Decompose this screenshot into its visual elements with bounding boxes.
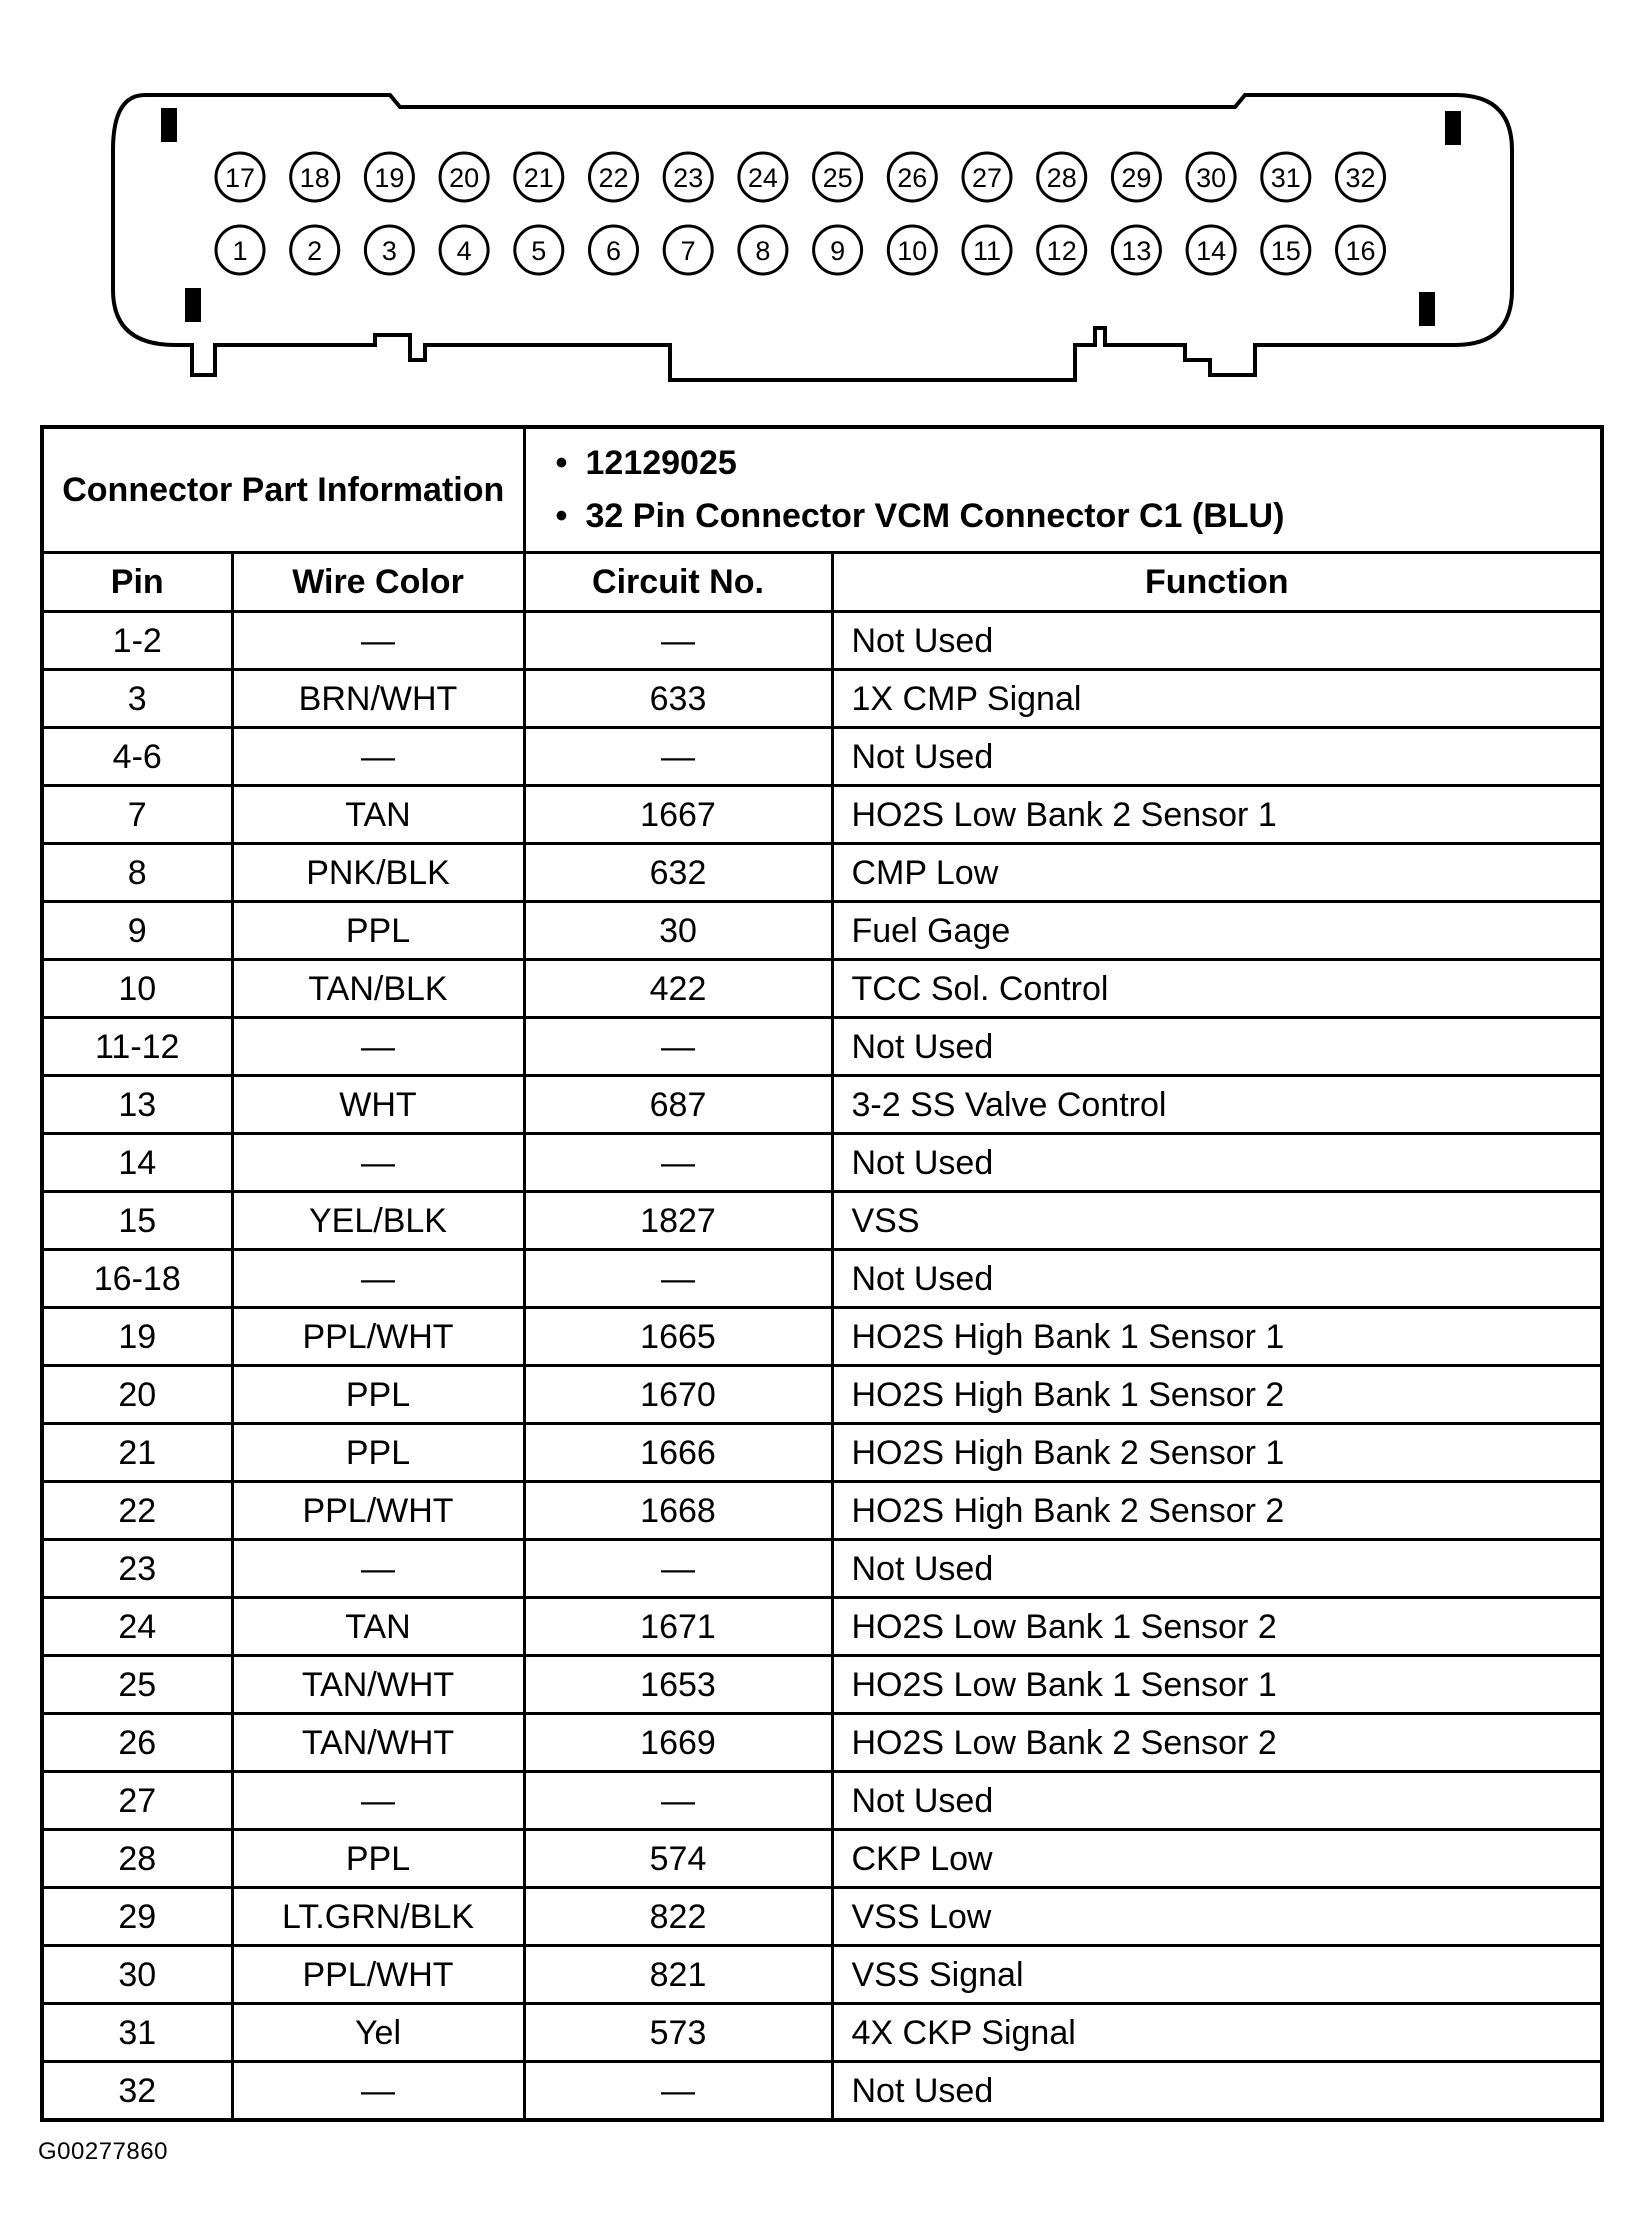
cell-circuit-no: 574 bbox=[524, 1830, 832, 1888]
connector-pin bbox=[440, 226, 488, 274]
connector-pin bbox=[365, 226, 413, 274]
connector-pin bbox=[1112, 153, 1160, 201]
connector-pin bbox=[440, 153, 488, 201]
cell-function: 1X CMP Signal bbox=[832, 670, 1602, 728]
cell-pin: 32 bbox=[42, 2062, 232, 2121]
pin-number-label: 30 bbox=[1196, 163, 1227, 193]
pin-number-label: 19 bbox=[374, 163, 405, 193]
cell-circuit-no: 1668 bbox=[524, 1482, 832, 1540]
pin-row-bottom bbox=[216, 226, 1385, 274]
cell-wire-color: — bbox=[232, 2062, 524, 2121]
table-row bbox=[42, 728, 1602, 786]
cell-function: Not Used bbox=[832, 2062, 1602, 2121]
cell-function: VSS bbox=[832, 1192, 1602, 1250]
cell-wire-color: WHT bbox=[232, 1076, 524, 1134]
cell-function: HO2S High Bank 2 Sensor 2 bbox=[832, 1482, 1602, 1540]
cell-circuit-no: — bbox=[524, 728, 832, 786]
cell-pin: 13 bbox=[42, 1076, 232, 1134]
pin-number-label: 27 bbox=[971, 163, 1003, 193]
cell-pin: 11-12 bbox=[42, 1018, 232, 1076]
connector-pin bbox=[739, 226, 787, 274]
pin-number-label: 2 bbox=[307, 236, 323, 266]
connector-pin bbox=[590, 226, 638, 274]
cell-circuit-no: — bbox=[524, 612, 832, 670]
cell-function: HO2S Low Bank 2 Sensor 1 bbox=[832, 786, 1602, 844]
table-row bbox=[42, 2004, 1602, 2062]
table-row bbox=[42, 670, 1602, 728]
cell-pin: 24 bbox=[42, 1598, 232, 1656]
cell-wire-color: TAN/BLK bbox=[232, 960, 524, 1018]
cell-pin: 8 bbox=[42, 844, 232, 902]
cell-wire-color: BRN/WHT bbox=[232, 670, 524, 728]
connector-pin bbox=[963, 226, 1011, 274]
cell-pin: 15 bbox=[42, 1192, 232, 1250]
latch-mark-bottom-left bbox=[185, 288, 201, 322]
cell-circuit-no: 1670 bbox=[524, 1366, 832, 1424]
connector-pin bbox=[814, 226, 862, 274]
cell-wire-color: Yel bbox=[232, 2004, 524, 2062]
table-row bbox=[42, 1540, 1602, 1598]
pin-number-label: 29 bbox=[1121, 163, 1152, 193]
cell-circuit-no: — bbox=[524, 1250, 832, 1308]
table-row bbox=[42, 1192, 1602, 1250]
cell-pin: 21 bbox=[42, 1424, 232, 1482]
connector-pin bbox=[515, 153, 563, 201]
cell-wire-color: PPL bbox=[232, 1424, 524, 1482]
connector-pin bbox=[291, 226, 339, 274]
cell-pin: 30 bbox=[42, 1946, 232, 2004]
latch-mark-top-right bbox=[1445, 111, 1461, 145]
cell-circuit-no: 422 bbox=[524, 960, 832, 1018]
table-row bbox=[42, 1018, 1602, 1076]
pin-number-label: 26 bbox=[897, 163, 928, 193]
cell-function: CKP Low bbox=[832, 1830, 1602, 1888]
pin-number-label: 8 bbox=[755, 236, 771, 266]
pin-number-label: 7 bbox=[680, 236, 696, 266]
cell-pin: 16-18 bbox=[42, 1250, 232, 1308]
cell-pin: 27 bbox=[42, 1772, 232, 1830]
connector-pin bbox=[216, 153, 264, 201]
table-row bbox=[42, 1482, 1602, 1540]
cell-wire-color: — bbox=[232, 728, 524, 786]
table-row bbox=[42, 1250, 1602, 1308]
table-row bbox=[42, 1308, 1602, 1366]
cell-wire-color: — bbox=[232, 1772, 524, 1830]
connector-pin bbox=[1262, 153, 1310, 201]
cell-pin: 20 bbox=[42, 1366, 232, 1424]
table-row bbox=[42, 2062, 1602, 2121]
table-row bbox=[42, 960, 1602, 1018]
pin-row-top bbox=[216, 153, 1385, 201]
connector-pin bbox=[216, 226, 264, 274]
figure-id: G00277860 bbox=[38, 2138, 168, 2165]
cell-circuit-no: 1667 bbox=[524, 786, 832, 844]
table-row bbox=[42, 1076, 1602, 1134]
cell-pin: 26 bbox=[42, 1714, 232, 1772]
latch-mark-bottom-right bbox=[1419, 292, 1435, 326]
table-row bbox=[42, 786, 1602, 844]
table-body bbox=[42, 612, 1602, 2121]
part-number: • 12129025 bbox=[586, 437, 1591, 490]
cell-wire-color: PPL bbox=[232, 1366, 524, 1424]
pin-number-label: 13 bbox=[1121, 236, 1152, 266]
connector-pin bbox=[814, 153, 862, 201]
cell-function: VSS Signal bbox=[832, 1946, 1602, 2004]
pin-number-label: 12 bbox=[1046, 236, 1077, 266]
cell-wire-color: PPL/WHT bbox=[232, 1482, 524, 1540]
cell-wire-color: PPL/WHT bbox=[232, 1946, 524, 2004]
connector-pin bbox=[1038, 153, 1086, 201]
cell-function: TCC Sol. Control bbox=[832, 960, 1602, 1018]
pin-number-label: 31 bbox=[1270, 163, 1301, 193]
pin-number-label: 17 bbox=[224, 163, 256, 193]
cell-function: HO2S High Bank 1 Sensor 2 bbox=[832, 1366, 1602, 1424]
cell-circuit-no: 821 bbox=[524, 1946, 832, 2004]
cell-pin: 25 bbox=[42, 1656, 232, 1714]
cell-circuit-no: 1827 bbox=[524, 1192, 832, 1250]
pin-number-label: 32 bbox=[1345, 163, 1376, 193]
table-row bbox=[42, 1366, 1602, 1424]
cell-function: Not Used bbox=[832, 612, 1602, 670]
header-pin: Pin bbox=[42, 553, 232, 612]
cell-function: Not Used bbox=[832, 1134, 1602, 1192]
pin-number-label: 15 bbox=[1270, 236, 1301, 266]
connector-pin bbox=[888, 226, 936, 274]
connector-description: • 32 Pin Connector VCM Connector C1 (BLU) bbox=[586, 490, 1591, 543]
cell-circuit-no: 687 bbox=[524, 1076, 832, 1134]
pin-number-label: 1 bbox=[232, 236, 248, 266]
table-row bbox=[42, 1888, 1602, 1946]
cell-circuit-no: 1653 bbox=[524, 1656, 832, 1714]
cell-wire-color: LT.GRN/BLK bbox=[232, 1888, 524, 1946]
table-row bbox=[42, 1946, 1602, 2004]
cell-function: VSS Low bbox=[832, 1888, 1602, 1946]
table-header-row bbox=[42, 553, 1602, 612]
connector-pin bbox=[664, 153, 712, 201]
connector-pin bbox=[365, 153, 413, 201]
pin-number-label: 6 bbox=[605, 236, 622, 266]
cell-pin: 7 bbox=[42, 786, 232, 844]
cell-pin: 9 bbox=[42, 902, 232, 960]
cell-wire-color: TAN bbox=[232, 1598, 524, 1656]
pin-number-label: 22 bbox=[598, 163, 629, 193]
cell-circuit-no: 1666 bbox=[524, 1424, 832, 1482]
cell-wire-color: TAN/WHT bbox=[232, 1714, 524, 1772]
connector-pin bbox=[1187, 153, 1235, 201]
cell-function: Not Used bbox=[832, 1018, 1602, 1076]
connector-pin bbox=[1187, 226, 1235, 274]
cell-circuit-no: — bbox=[524, 2062, 832, 2121]
connector-part-info-label: Connector Part Information bbox=[42, 427, 524, 553]
cell-pin: 19 bbox=[42, 1308, 232, 1366]
header-wire-color: Wire Color bbox=[232, 553, 524, 612]
cell-function: Not Used bbox=[832, 1772, 1602, 1830]
pin-number-label: 9 bbox=[830, 236, 846, 266]
cell-circuit-no: 573 bbox=[524, 2004, 832, 2062]
connector-pin bbox=[1337, 153, 1385, 201]
cell-wire-color: PNK/BLK bbox=[232, 844, 524, 902]
cell-wire-color: TAN bbox=[232, 786, 524, 844]
connector-pin bbox=[1262, 226, 1310, 274]
pin-number-label: 3 bbox=[381, 236, 397, 266]
cell-circuit-no: 30 bbox=[524, 902, 832, 960]
table-row bbox=[42, 1772, 1602, 1830]
table-row bbox=[42, 902, 1602, 960]
cell-circuit-no: — bbox=[524, 1018, 832, 1076]
pin-number-label: 24 bbox=[747, 163, 778, 193]
cell-pin: 14 bbox=[42, 1134, 232, 1192]
connector-pin bbox=[1337, 226, 1385, 274]
cell-function: 4X CKP Signal bbox=[832, 2004, 1602, 2062]
connector-diagram bbox=[0, 0, 1640, 410]
pin-number-label: 21 bbox=[523, 163, 554, 193]
cell-function: CMP Low bbox=[832, 844, 1602, 902]
cell-pin: 3 bbox=[42, 670, 232, 728]
cell-pin: 1-2 bbox=[42, 612, 232, 670]
cell-circuit-no: 1671 bbox=[524, 1598, 832, 1656]
table-row bbox=[42, 1656, 1602, 1714]
connector-info-row bbox=[42, 427, 1602, 553]
connector-pin bbox=[1112, 226, 1160, 274]
header-function: Function bbox=[832, 553, 1602, 612]
cell-function: HO2S Low Bank 1 Sensor 1 bbox=[832, 1656, 1602, 1714]
cell-circuit-no: — bbox=[524, 1772, 832, 1830]
cell-function: Fuel Gage bbox=[832, 902, 1602, 960]
table-row bbox=[42, 844, 1602, 902]
pin-number-label: 10 bbox=[897, 236, 928, 266]
cell-circuit-no: — bbox=[524, 1540, 832, 1598]
pin-number-label: 11 bbox=[972, 236, 1002, 266]
table-row bbox=[42, 1598, 1602, 1656]
table-row bbox=[42, 1424, 1602, 1482]
cell-wire-color: — bbox=[232, 1250, 524, 1308]
cell-function: Not Used bbox=[832, 1250, 1602, 1308]
cell-function: HO2S High Bank 2 Sensor 1 bbox=[832, 1424, 1602, 1482]
cell-function: HO2S Low Bank 1 Sensor 2 bbox=[832, 1598, 1602, 1656]
cell-pin: 29 bbox=[42, 1888, 232, 1946]
connector-pin bbox=[963, 153, 1011, 201]
cell-wire-color: — bbox=[232, 1134, 524, 1192]
pin-number-label: 16 bbox=[1345, 236, 1376, 266]
header-circuit-no: Circuit No. bbox=[524, 553, 832, 612]
connector-pin bbox=[739, 153, 787, 201]
cell-wire-color: PPL bbox=[232, 1830, 524, 1888]
cell-circuit-no: 1669 bbox=[524, 1714, 832, 1772]
cell-pin: 22 bbox=[42, 1482, 232, 1540]
cell-circuit-no: 632 bbox=[524, 844, 832, 902]
pin-number-label: 28 bbox=[1046, 163, 1077, 193]
latch-mark-top-left bbox=[161, 108, 177, 142]
cell-circuit-no: 822 bbox=[524, 1888, 832, 1946]
cell-wire-color: TAN/WHT bbox=[232, 1656, 524, 1714]
connector-pin bbox=[291, 153, 339, 201]
table-row bbox=[42, 1714, 1602, 1772]
pin-number-label: 5 bbox=[531, 236, 547, 266]
cell-function: Not Used bbox=[832, 728, 1602, 786]
cell-circuit-no: 1665 bbox=[524, 1308, 832, 1366]
pin-number-label: 14 bbox=[1196, 236, 1227, 266]
connector-part-info-values bbox=[524, 427, 1602, 553]
table-row bbox=[42, 1134, 1602, 1192]
cell-wire-color: PPL/WHT bbox=[232, 1308, 524, 1366]
cell-wire-color: — bbox=[232, 1540, 524, 1598]
pin-number-label: 25 bbox=[822, 163, 853, 193]
pin-number-label: 18 bbox=[299, 163, 330, 193]
cell-function: HO2S Low Bank 2 Sensor 2 bbox=[832, 1714, 1602, 1772]
pin-number-label: 4 bbox=[456, 236, 472, 266]
cell-circuit-no: — bbox=[524, 1134, 832, 1192]
connector-pin bbox=[590, 153, 638, 201]
cell-pin: 31 bbox=[42, 2004, 232, 2062]
cell-pin: 4-6 bbox=[42, 728, 232, 786]
cell-wire-color: PPL bbox=[232, 902, 524, 960]
cell-pin: 28 bbox=[42, 1830, 232, 1888]
cell-function: HO2S High Bank 1 Sensor 1 bbox=[832, 1308, 1602, 1366]
connector-pin bbox=[888, 153, 936, 201]
cell-wire-color: YEL/BLK bbox=[232, 1192, 524, 1250]
pin-number-label: 20 bbox=[449, 163, 480, 193]
connector-pin bbox=[1038, 226, 1086, 274]
cell-wire-color: — bbox=[232, 612, 524, 670]
cell-wire-color: — bbox=[232, 1018, 524, 1076]
cell-pin: 23 bbox=[42, 1540, 232, 1598]
table-row bbox=[42, 1830, 1602, 1888]
cell-pin: 10 bbox=[42, 960, 232, 1018]
connector-pin bbox=[664, 226, 712, 274]
cell-function: 3-2 SS Valve Control bbox=[832, 1076, 1602, 1134]
pin-number-label: 23 bbox=[673, 163, 704, 193]
pin-function-table bbox=[40, 425, 1604, 2122]
connector-pin bbox=[515, 226, 563, 274]
table-row bbox=[42, 612, 1602, 670]
cell-circuit-no: 633 bbox=[524, 670, 832, 728]
cell-function: Not Used bbox=[832, 1540, 1602, 1598]
